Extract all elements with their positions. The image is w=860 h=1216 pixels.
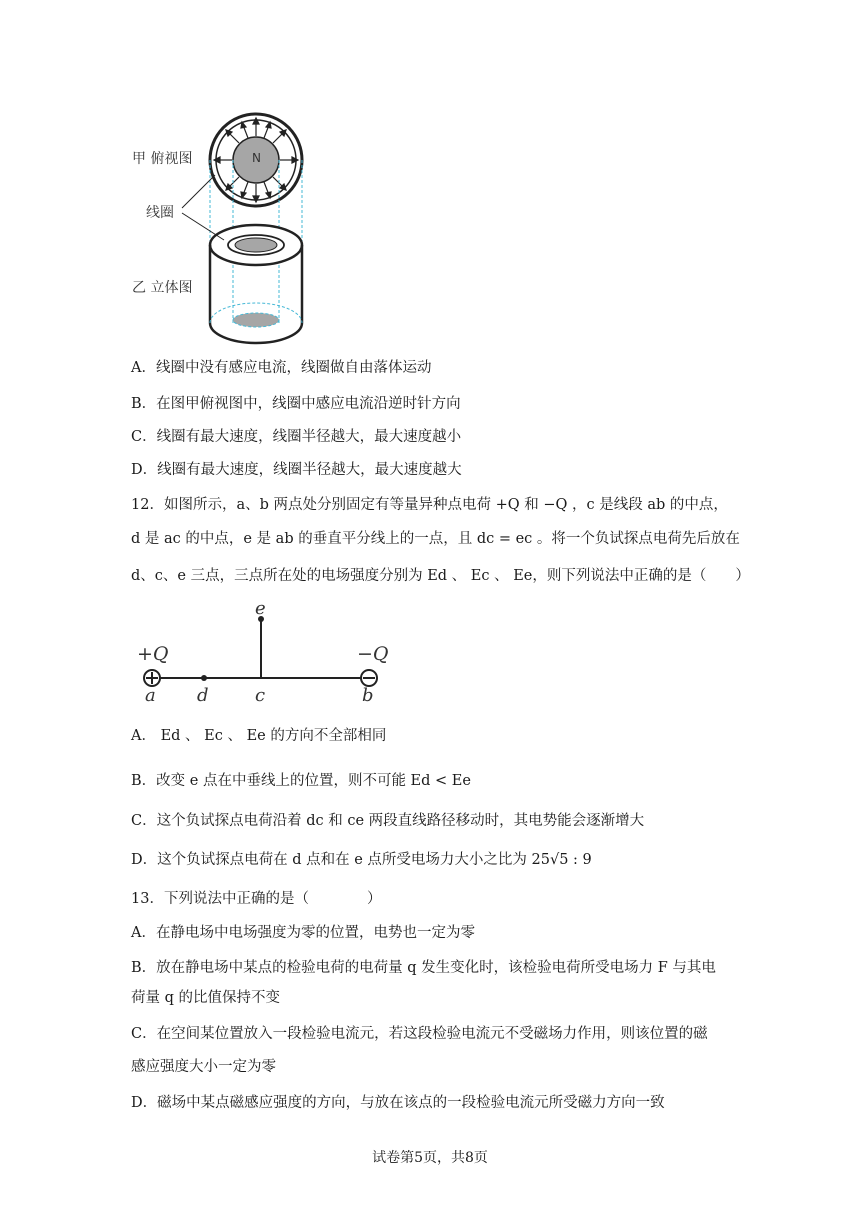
q12-stem-line1: 12．如图所示，a、b 两点处分别固定有等量异种点电荷 +Q 和 −Q ，c 是线段 ab 的中点， bbox=[131, 497, 728, 513]
q13-option-c-line2: 感应强度大小一定为零 bbox=[131, 1059, 276, 1075]
label-b: b bbox=[362, 685, 374, 706]
3d-view-label: 乙 立体图 bbox=[132, 280, 193, 296]
charges-figure bbox=[135, 598, 395, 708]
q13-option-a: A．在静电场中电场强度为零的位置，电势也一定为零 bbox=[131, 925, 475, 941]
top-view-label: 甲 俯视图 bbox=[132, 151, 193, 167]
q13-option-b-line1: B．放在静电场中某点的检验电荷的电荷量 q 发生变化时，该检验电荷所受电场力 F 与其电 bbox=[131, 960, 716, 976]
q11-option-c: C．线圈有最大速度，线圈半径越大，最大速度越小 bbox=[131, 429, 462, 445]
label-c: c bbox=[255, 685, 266, 706]
q13-option-b-line2: 荷量 q 的比值保持不变 bbox=[131, 990, 280, 1006]
coil-label: 线圈 bbox=[146, 205, 174, 221]
q13-stem: 13．下列说法中正确的是（ ） bbox=[131, 891, 382, 907]
label-e: e bbox=[255, 598, 266, 619]
label-d: d bbox=[197, 685, 209, 706]
q13-option-c-line1: C．在空间某位置放入一段检验电流元，若这段检验电流元不受磁场力作用，则该位置的磁 bbox=[131, 1026, 708, 1042]
q12-option-b: B．改变 e 点在中垂线上的位置，则不可能 Ed < Ee bbox=[131, 773, 471, 789]
magnet-coil-figure bbox=[120, 110, 320, 345]
q12-option-a: A． Ed 、 Ec 、 Ee 的方向不全部相同 bbox=[131, 728, 387, 744]
q11-option-b: B．在图甲俯视图中，线圈中感应电流沿逆时针方向 bbox=[131, 396, 461, 412]
magnet-label: N bbox=[252, 151, 261, 165]
q12-option-d: D．这个负试探点电荷在 d 点和在 e 点所受电场力大小之比为 25√5 : 9 bbox=[131, 852, 592, 868]
q11-option-d: D．线圈有最大速度，线圈半径越大，最大速度越大 bbox=[131, 462, 462, 478]
q12-stem-line3: d、c、e 三点，三点所在处的电场强度分别为 Ed 、 Ec 、 Ee，则下列说法中正确的是（ ） bbox=[131, 568, 750, 584]
page-footer: 试卷第5页，共8页 bbox=[372, 1150, 488, 1166]
q12-stem-line2: d 是 ac 的中点，e 是 ab 的垂直平分线上的一点，且 dc = ec 。将一个负试探点电荷先后放在 bbox=[131, 531, 740, 547]
q11-option-a: A．线圈中没有感应电流，线圈做自由落体运动 bbox=[131, 360, 432, 376]
magnet-coil-diagram bbox=[120, 110, 320, 345]
q12-option-c: C．这个负试探点电荷沿着 dc 和 ce 两段直线路径移动时，其电势能会逐渐增大 bbox=[131, 813, 645, 829]
label-plus-q: +Q bbox=[137, 643, 169, 665]
q13-option-d: D．磁场中某点磁感应强度的方向，与放在该点的一段检验电流元所受磁力方向一致 bbox=[131, 1095, 665, 1111]
label-a: a bbox=[145, 685, 156, 706]
label-minus-q: −Q bbox=[357, 643, 389, 665]
